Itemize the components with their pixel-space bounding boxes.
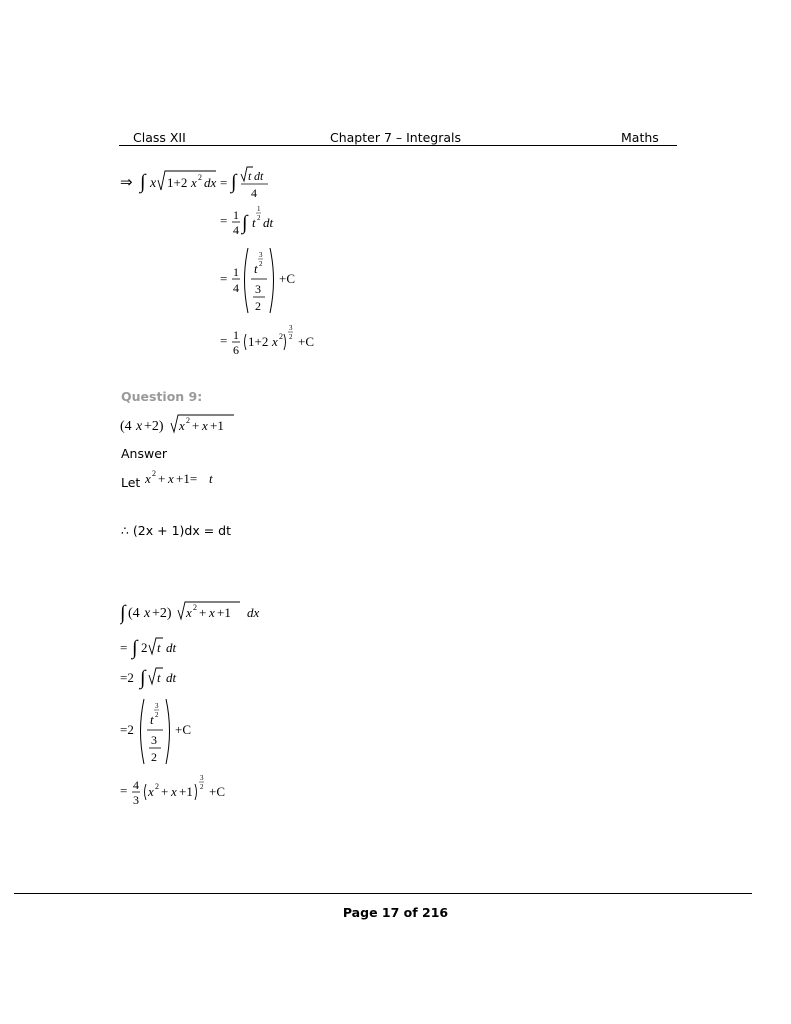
svg-text:dt: dt bbox=[254, 169, 264, 183]
svg-text:+C: +C bbox=[175, 722, 192, 737]
svg-text:x: x bbox=[145, 471, 151, 486]
svg-text:dx: dx bbox=[204, 175, 217, 190]
svg-text:dt: dt bbox=[263, 215, 274, 230]
svg-text:t: t bbox=[254, 261, 258, 276]
svg-text:=2: =2 bbox=[120, 670, 134, 685]
svg-text:2: 2 bbox=[141, 640, 148, 655]
svg-text:4: 4 bbox=[251, 186, 257, 200]
svg-text:+1=: +1= bbox=[176, 471, 198, 486]
svg-text:3: 3 bbox=[200, 774, 204, 782]
svg-text:(4: (4 bbox=[120, 419, 132, 434]
svg-text:x: x bbox=[150, 176, 157, 191]
svg-text:2: 2 bbox=[289, 333, 293, 341]
svg-text:=: = bbox=[220, 213, 228, 228]
svg-text:1: 1 bbox=[233, 208, 239, 222]
svg-text:=: = bbox=[120, 640, 128, 655]
svg-text:dt: dt bbox=[166, 640, 177, 655]
equation-step-4 bbox=[220, 322, 330, 366]
svg-text:t: t bbox=[157, 670, 161, 685]
svg-text:=: = bbox=[220, 175, 228, 190]
svg-text:x: x bbox=[202, 418, 208, 433]
let-prefix: Let bbox=[121, 475, 141, 490]
question-heading: Question 9: bbox=[121, 389, 203, 404]
svg-text:2: 2 bbox=[151, 750, 157, 764]
svg-text:+: + bbox=[161, 784, 169, 799]
svg-text:dx: dx bbox=[247, 605, 260, 620]
svg-text:x: x bbox=[168, 471, 174, 486]
svg-text:=: = bbox=[220, 333, 228, 348]
therefore-line: ∴ (2x + 1)dx = dt bbox=[121, 523, 231, 538]
svg-text:+2): +2) bbox=[152, 606, 172, 621]
svg-text:6: 6 bbox=[233, 343, 239, 357]
svg-text:3: 3 bbox=[151, 733, 157, 747]
svg-text:1+2: 1+2 bbox=[248, 334, 269, 349]
page-number: Page 17 of 216 bbox=[342, 905, 449, 920]
svg-text:+: + bbox=[192, 418, 200, 433]
svg-text:3: 3 bbox=[289, 324, 293, 332]
svg-text:2: 2 bbox=[193, 603, 197, 612]
svg-text:x: x bbox=[191, 175, 197, 190]
svg-text:t: t bbox=[157, 640, 161, 655]
question-expression bbox=[120, 412, 245, 438]
svg-text:2: 2 bbox=[155, 711, 159, 719]
svg-text:1: 1 bbox=[233, 328, 239, 342]
svg-text:3: 3 bbox=[255, 282, 261, 296]
svg-text:4: 4 bbox=[233, 281, 239, 295]
solution-step-5 bbox=[120, 772, 245, 816]
substitution-expression bbox=[145, 466, 225, 490]
svg-text:t: t bbox=[150, 712, 154, 727]
footer-divider bbox=[14, 893, 752, 894]
svg-text:t: t bbox=[209, 471, 213, 486]
svg-text:4: 4 bbox=[233, 223, 239, 237]
svg-text:+: + bbox=[158, 471, 166, 486]
svg-text:3: 3 bbox=[133, 793, 139, 807]
svg-text:2: 2 bbox=[259, 260, 263, 268]
svg-text:x: x bbox=[209, 605, 215, 620]
svg-text:x: x bbox=[136, 419, 143, 434]
svg-text:3: 3 bbox=[155, 702, 159, 710]
svg-text:2: 2 bbox=[155, 782, 159, 791]
solution-step-2 bbox=[120, 634, 190, 660]
svg-text:2: 2 bbox=[257, 214, 261, 222]
svg-text:2: 2 bbox=[152, 469, 156, 478]
header-subject: Maths bbox=[621, 130, 659, 145]
header-chapter: Chapter 7 – Integrals bbox=[330, 130, 462, 145]
svg-text:+C: +C bbox=[279, 271, 296, 286]
svg-text:=: = bbox=[120, 783, 128, 798]
svg-text:∫: ∫ bbox=[140, 171, 146, 193]
svg-text:t: t bbox=[248, 169, 252, 183]
svg-text:x: x bbox=[179, 418, 185, 433]
svg-text:x: x bbox=[144, 606, 151, 621]
equation-step-3 bbox=[220, 245, 305, 317]
solution-step-4 bbox=[120, 696, 205, 768]
header-divider bbox=[119, 145, 677, 146]
svg-text:2: 2 bbox=[186, 416, 190, 425]
equation-step-2 bbox=[220, 203, 290, 243]
svg-text:x: x bbox=[186, 605, 192, 620]
svg-text:x: x bbox=[171, 784, 177, 799]
svg-text:+1: +1 bbox=[210, 418, 224, 433]
svg-text:∫: ∫ bbox=[231, 171, 237, 193]
svg-text:x: x bbox=[148, 784, 154, 799]
svg-text:1: 1 bbox=[257, 205, 261, 213]
svg-text:+2): +2) bbox=[144, 419, 164, 434]
svg-text:∫: ∫ bbox=[120, 602, 126, 624]
svg-text:3: 3 bbox=[259, 251, 263, 259]
svg-text:2: 2 bbox=[279, 332, 283, 341]
svg-text:+: + bbox=[199, 605, 207, 620]
svg-text:+C: +C bbox=[298, 334, 315, 349]
svg-text:dt: dt bbox=[166, 670, 177, 685]
svg-text:1+2: 1+2 bbox=[167, 175, 188, 190]
svg-text:+C: +C bbox=[209, 784, 226, 799]
svg-text:⇒: ⇒ bbox=[120, 175, 133, 191]
solution-step-3 bbox=[120, 664, 190, 690]
svg-text:∫: ∫ bbox=[242, 212, 248, 234]
svg-text:2: 2 bbox=[255, 299, 261, 313]
svg-text:(4: (4 bbox=[128, 606, 140, 621]
svg-text:+1: +1 bbox=[179, 784, 193, 799]
svg-text:=: = bbox=[220, 271, 228, 286]
svg-text:t: t bbox=[252, 215, 256, 230]
svg-text:=2: =2 bbox=[120, 722, 134, 737]
solution-step-1 bbox=[120, 598, 270, 628]
answer-label: Answer bbox=[121, 446, 168, 461]
svg-text:2: 2 bbox=[198, 173, 202, 182]
svg-text:4: 4 bbox=[133, 778, 139, 792]
equation-step-1 bbox=[120, 163, 290, 205]
svg-text:2: 2 bbox=[200, 783, 204, 791]
svg-text:∫: ∫ bbox=[132, 637, 138, 659]
header-class: Class XII bbox=[133, 130, 186, 145]
svg-text:x: x bbox=[272, 334, 278, 349]
svg-text:1: 1 bbox=[233, 265, 239, 279]
svg-text:+1: +1 bbox=[217, 605, 231, 620]
svg-text:∫: ∫ bbox=[140, 667, 146, 689]
